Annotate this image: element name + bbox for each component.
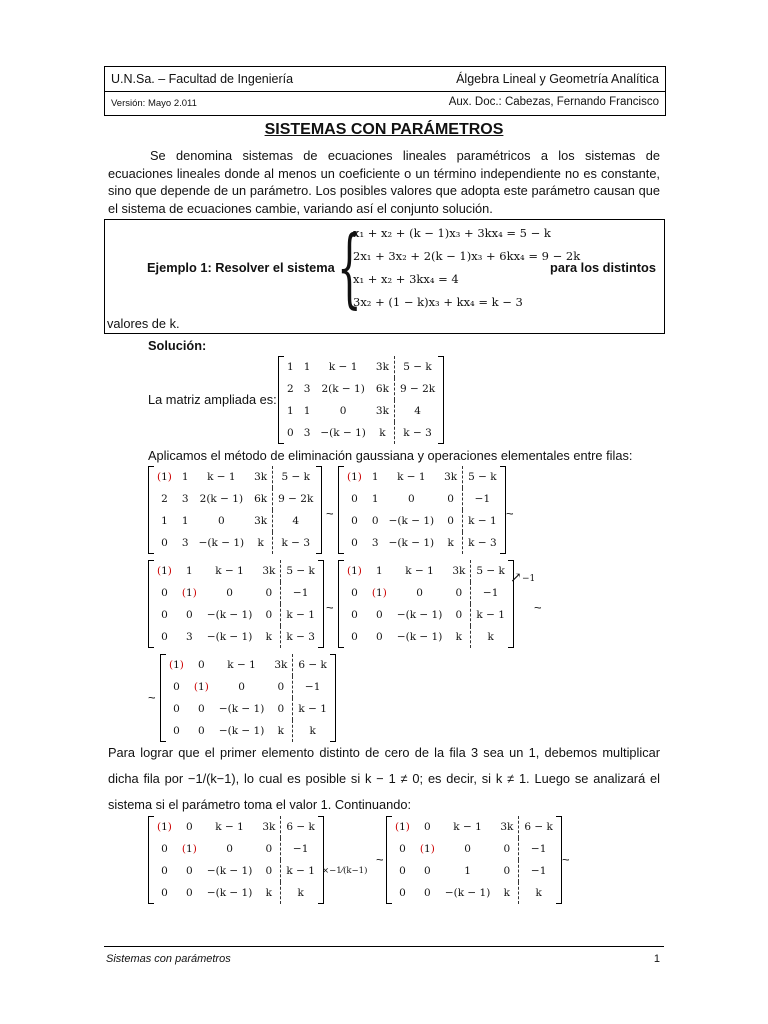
matrix-cell: 0 [161, 887, 168, 899]
matrix-cell: 0 [265, 865, 273, 877]
page-title: SISTEMAS CON PARÁMETROS [264, 121, 504, 138]
matrix-cell: k [265, 887, 273, 899]
matrix-cell: 1 [371, 471, 379, 483]
matrix-cell: (1) [181, 587, 197, 599]
matrix-cell: 5 − k [463, 466, 502, 488]
matrix-cell: 3 [181, 493, 189, 505]
matrix-cell: k − 3 [273, 532, 319, 554]
matrix-cell: 0 [503, 843, 511, 855]
matrix-cell: (1) [371, 587, 387, 599]
example-label: Ejemplo 1: Resolver el sistema [147, 260, 335, 275]
matrix-cell: 0 [351, 537, 358, 549]
matrix-cell: k [257, 537, 264, 549]
matrix-cell: −(k − 1) [396, 631, 443, 643]
matrix-row [152, 838, 320, 860]
matrix-table [152, 466, 318, 554]
matrix-cell: 0 [447, 515, 454, 527]
matrix-cell: −1 [281, 838, 320, 860]
matrix-row [342, 604, 510, 626]
matrix-cell: 1 [287, 361, 294, 373]
matrix-cell: 4 [394, 400, 440, 422]
matrix-row [342, 560, 510, 582]
matrix-row [342, 488, 502, 510]
matrix-table [152, 560, 320, 648]
matrix-cell: 3k [254, 515, 268, 527]
matrix-cell: k − 3 [394, 422, 440, 444]
matrix-cell: −(k − 1) [206, 887, 253, 899]
matrix-cell: −1 [293, 676, 332, 698]
matrix-row [152, 816, 320, 838]
matrix-cell: k − 1 [227, 659, 256, 671]
matrix-cell: −(k − 1) [388, 537, 435, 549]
equiv-4: ~ [534, 600, 542, 615]
matrix-cell: 3k [375, 361, 389, 373]
matrix-cell: 0 [198, 703, 205, 715]
matrix-cell: 0 [408, 493, 415, 505]
example-trail: para los distintos [550, 260, 656, 275]
matrix-cell: −(k − 1) [218, 725, 265, 737]
matrix-cell: 4 [273, 510, 319, 532]
matrix-cell: 0 [161, 843, 168, 855]
pivot-marker: ) [357, 565, 362, 577]
matrix-cell: 6k [254, 493, 268, 505]
matrix-cell: (1) [395, 821, 410, 833]
matrix-cell: 1 [371, 493, 379, 505]
solution-label: Solución: [148, 338, 207, 353]
matrix-cell: k − 3 [281, 626, 320, 648]
matrix-cell: 0 [173, 725, 180, 737]
matrix-row [152, 626, 320, 648]
matrix-cell: k [447, 537, 454, 549]
matrix-table [152, 816, 320, 904]
matrix-cell: 0 [277, 681, 285, 693]
matrix-cell: −(k − 1) [198, 537, 245, 549]
matrix-cell: 0 [161, 537, 168, 549]
matrix-cell: 6 − k [281, 816, 320, 838]
matrix-cell: 0 [218, 515, 225, 527]
matrix-cell: 0 [161, 609, 168, 621]
matrix-cell: 0 [399, 887, 406, 899]
matrix-cell: 5 − k [394, 356, 440, 378]
matrix-cell: 3k [254, 471, 268, 483]
explanation-text: Para lograr que el primer elemento distinto de cero de la fila 3 sea un 1, debemos multiplicar dicha fila por −1/(k−1), lo cual es posible si k − 1 ≠ 0; es decir, si k ≠ 1. Luego se analizará el sistema si el parámetro toma el valor 1. Continuando: [108, 745, 660, 812]
matrix-cell: 0 [399, 865, 406, 877]
matrix-cell: 0 [447, 493, 454, 505]
matrix-cell: 0 [339, 405, 347, 417]
matrix-cell: 6 − k [519, 816, 558, 838]
matrix-cell: k − 1 [215, 821, 244, 833]
matrix-cell: −1 [519, 860, 558, 882]
matrix-row [164, 720, 332, 742]
matrix-cell: 5 − k [281, 560, 320, 582]
pivot-marker: ( [395, 821, 400, 833]
matrix-cell: 0 [351, 515, 358, 527]
pivot-marker: ) [179, 659, 184, 671]
pivot-marker: ( [181, 843, 187, 855]
matrix-step-7 [386, 816, 562, 904]
matrix-cell: 1 [181, 515, 189, 527]
pivot-marker: ( [169, 659, 174, 671]
matrix-cell: 0 [186, 865, 193, 877]
pivot-marker: ( [419, 843, 425, 855]
matrix-row [390, 882, 558, 904]
matrix-row [152, 604, 320, 626]
matrix-cell: 0 [186, 609, 193, 621]
matrix-row [342, 466, 502, 488]
matrix-row [342, 626, 510, 648]
institution: U.N.Sa. – Facultad de Ingeniería [111, 72, 294, 86]
pivot-marker: ) [167, 471, 172, 483]
matrix-table [164, 654, 332, 742]
matrix-row [282, 378, 440, 400]
matrix-cell: 0 [198, 725, 205, 737]
equiv-2: ~ [506, 506, 514, 521]
matrix-cell: 2 [161, 493, 168, 505]
pivot-marker: ) [430, 843, 435, 855]
matrix-cell: 0 [376, 631, 383, 643]
matrix-cell: 3 [303, 383, 311, 395]
matrix-cell: 2 [287, 383, 294, 395]
matrix-cell: (1) [181, 843, 197, 855]
pivot-marker: ( [157, 821, 162, 833]
matrix-table [342, 466, 502, 554]
matrix-cell: 0 [186, 887, 193, 899]
matrix-cell: 0 [226, 587, 233, 599]
matrix-row [152, 860, 320, 882]
matrix-cell: (1) [347, 565, 362, 577]
page-number: 1 [653, 953, 660, 965]
explanation-paragraph [108, 740, 660, 818]
matrix-cell: (1) [157, 471, 172, 483]
matrix-cell: 1 [376, 565, 383, 577]
matrix-step-6 [148, 816, 324, 904]
header-row-2 [105, 91, 665, 115]
pivot-marker: ) [382, 587, 387, 599]
author: Aux. Doc.: Cabezas, Fernando Francisco [448, 96, 659, 108]
matrix-cell: 3k [262, 821, 276, 833]
pivot-marker: ) [405, 821, 410, 833]
matrix-row [282, 356, 440, 378]
matrix-cell: k [281, 882, 320, 904]
matrix-cell: k − 1 [207, 471, 236, 483]
equation-4: 3x₂ + (1 − k)x₃ + kx₄ = k − 3 [353, 295, 523, 309]
matrix-cell: k [503, 887, 511, 899]
matrix-step-1 [148, 466, 322, 554]
matrix-cell: 0 [161, 631, 168, 643]
matrix-cell: k − 3 [463, 532, 502, 554]
matrix-row [164, 676, 332, 698]
pivot-marker: ( [371, 587, 377, 599]
matrix-cell: 0 [265, 609, 273, 621]
matrix-cell: k − 1 [281, 860, 320, 882]
pivot-marker: ) [357, 471, 362, 483]
matrix-cell: k − 1 [215, 565, 244, 577]
matrix-cell: −(k − 1) [396, 609, 443, 621]
matrix-cell: 0 [376, 609, 383, 621]
matrix-cell: 1 [181, 471, 189, 483]
matrix-cell: 3 [371, 537, 379, 549]
matrix-cell: k [455, 631, 463, 643]
matrix-row [390, 816, 558, 838]
matrix-cell: (1) [419, 843, 435, 855]
matrix-step-2 [338, 466, 506, 554]
matrix-table [282, 356, 440, 444]
pivot-marker: ( [157, 565, 162, 577]
pivot-marker: ( [347, 471, 352, 483]
matrix-cell: −(k − 1) [206, 631, 253, 643]
matrix-cell: 6 − k [293, 654, 332, 676]
matrix-cell: 3 [186, 631, 193, 643]
matrix-row [152, 882, 320, 904]
pivot-marker: ( [193, 681, 199, 693]
matrix-cell: 2(k − 1) [199, 493, 244, 505]
matrix-cell: 9 − 2k [394, 378, 440, 400]
matrix-cell: −(k − 1) [320, 427, 366, 439]
equation-2: 2x₁ + 3x₂ + 2(k − 1)x₃ + 6kx₄ = 9 − 2k [353, 249, 581, 263]
matrix-cell: 0 [351, 609, 358, 621]
matrix-cell: 0 [371, 515, 379, 527]
matrix-cell: (1) [169, 659, 184, 671]
equation-3: x₁ + x₂ + 3kx₄ = 4 [353, 272, 459, 286]
matrix-cell: 3k [500, 821, 514, 833]
matrix-cell: 0 [464, 843, 471, 855]
matrix-row [152, 582, 320, 604]
matrix-cell: 3k [274, 659, 288, 671]
matrix-cell: k [379, 427, 386, 439]
pivot-marker: ) [204, 681, 209, 693]
matrix-cell: −1 [471, 582, 510, 604]
gauss-text: Aplicamos el método de eliminación gaussiana y operaciones elementales entre filas: [148, 448, 633, 463]
matrix-cell: 5 − k [471, 560, 510, 582]
matrix-cell: (1) [157, 821, 172, 833]
pivot-marker: ) [167, 821, 172, 833]
matrix-cell: 0 [198, 659, 205, 671]
intro-text: Se denomina sistemas de ecuaciones lineales paramétricos a los sistemas de ecuaciones lineales donde al menos un coeficiente o un término independiente no es constante, sino que depende de un parámetro. Los posibles valores que adopta este parámetro causan que el sistema de ecuaciones cambie, variando así el conjunto solución. [108, 148, 660, 216]
matrix-cell: k [277, 725, 285, 737]
matrix-cell: 9 − 2k [273, 488, 319, 510]
matrix-cell: 0 [503, 865, 511, 877]
matrix-step-4 [338, 560, 514, 648]
matrix-cell: 0 [238, 681, 245, 693]
matrix-cell: −(k − 1) [206, 609, 253, 621]
version: Versión: Mayo 2.011 [111, 98, 197, 109]
matrix-cell: k − 1 [453, 821, 482, 833]
pivot-marker: ) [167, 565, 172, 577]
matrix-cell: 1 [303, 361, 311, 373]
pivot-marker: ) [192, 587, 197, 599]
matrix-cell: k − 1 [405, 565, 434, 577]
matrix-cell: 0 [265, 587, 273, 599]
matrix-cell: 1 [161, 515, 168, 527]
matrix-cell: k − 1 [471, 604, 510, 626]
matrix-cell: −(k − 1) [206, 865, 253, 877]
matrix-table [390, 816, 558, 904]
matrix-row [342, 510, 502, 532]
example-trail-2: valores de k. [107, 316, 180, 331]
matrix-augmented [278, 356, 444, 444]
header-box [104, 66, 666, 116]
subject: Álgebra Lineal y Geometría Analítica [456, 72, 659, 86]
matrix-cell: k − 1 [328, 361, 358, 373]
matrix-cell: 0 [416, 587, 423, 599]
pivot-marker: ( [347, 565, 352, 577]
matrix-cell: 0 [399, 843, 406, 855]
matrix-cell: 3k [375, 405, 389, 417]
matrix-cell: k [265, 631, 273, 643]
matrix-cell: k [519, 882, 558, 904]
matrix-cell: 0 [351, 493, 358, 505]
intro-paragraph [108, 147, 660, 217]
pivot-marker: ( [181, 587, 187, 599]
matrix-cell: k − 1 [397, 471, 426, 483]
pivot-marker: ) [192, 843, 197, 855]
matrix-cell: 0 [161, 865, 168, 877]
matrix-cell: 6k [375, 383, 389, 395]
matrix-row [152, 488, 318, 510]
matrix-row [390, 838, 558, 860]
matrix-row [152, 510, 318, 532]
matrix-step-3 [148, 560, 324, 648]
matrix-row [152, 560, 320, 582]
matrix-cell: 0 [424, 887, 431, 899]
equiv-3: ~ [326, 600, 334, 615]
matrix-cell: 1 [303, 405, 311, 417]
matrix-row [390, 860, 558, 882]
equiv-7: ~ [562, 852, 570, 867]
equation-1: x₁ + x₂ + (k − 1)x₃ + 3kx₄ = 5 − k [353, 226, 551, 240]
matrix-cell: 0 [277, 703, 285, 715]
header-row-1 [105, 67, 665, 92]
matrix-cell: k − 1 [463, 510, 502, 532]
example-box [104, 219, 665, 334]
matrix-cell: 0 [186, 821, 193, 833]
matrix-cell: 0 [226, 843, 233, 855]
matrix-cell: 1 [287, 405, 294, 417]
matrix-cell: 0 [161, 587, 168, 599]
matrix-cell: 3 [181, 537, 189, 549]
left-brace: { [337, 218, 362, 318]
augmented-label: La matriz ampliada es: [148, 392, 277, 407]
pivot-marker: ( [157, 471, 162, 483]
matrix-cell: 0 [173, 703, 180, 715]
matrix-row [342, 532, 502, 554]
matrix-cell: −1 [519, 838, 558, 860]
matrix-cell: (1) [193, 681, 209, 693]
matrix-cell: 0 [287, 427, 294, 439]
matrix-cell: 0 [424, 821, 431, 833]
matrix-cell: −1 [463, 488, 502, 510]
matrix-row [282, 400, 440, 422]
matrix-cell: −(k − 1) [218, 703, 265, 715]
row-op-arrow-icon: ↗ [510, 570, 522, 586]
matrix-cell: (1) [347, 471, 362, 483]
matrix-table [342, 560, 510, 648]
matrix-cell: 3 [303, 427, 311, 439]
matrix-cell: 1 [186, 565, 193, 577]
matrix-cell: 0 [455, 609, 463, 621]
matrix-cell: k − 1 [293, 698, 332, 720]
matrix-cell: 2(k − 1) [321, 383, 365, 395]
matrix-cell: 1 [464, 865, 471, 877]
matrix-cell: 3k [444, 471, 458, 483]
matrix-step-5 [160, 654, 336, 742]
matrix-cell: k [471, 626, 510, 648]
equiv-1: ~ [326, 506, 334, 521]
matrix-row [152, 532, 318, 554]
footer-title: Sistemas con parámetros [106, 953, 231, 965]
matrix-row [152, 466, 318, 488]
matrix-cell: (1) [157, 565, 172, 577]
matrix-cell: k − 1 [281, 604, 320, 626]
matrix-cell: −1 [281, 582, 320, 604]
row-op-label: −1 [522, 574, 536, 584]
matrix-cell: k [293, 720, 332, 742]
matrix-cell: 0 [265, 843, 273, 855]
matrix-cell: −(k − 1) [388, 515, 435, 527]
matrix-cell: 5 − k [273, 466, 319, 488]
matrix-cell: −(k − 1) [444, 887, 491, 899]
matrix-row [282, 422, 440, 444]
scale-annotation: ×−1⁄(k−1) [322, 866, 368, 876]
footer [104, 946, 664, 965]
matrix-cell: 0 [455, 587, 463, 599]
matrix-row [164, 654, 332, 676]
matrix-row [164, 698, 332, 720]
matrix-cell: 0 [173, 681, 180, 693]
matrix-row [342, 582, 510, 604]
matrix-cell: 0 [424, 865, 431, 877]
matrix-cell: 3k [452, 565, 466, 577]
matrix-cell: 0 [351, 587, 358, 599]
matrix-cell: 0 [351, 631, 358, 643]
equiv-6: ~ [376, 852, 384, 867]
equiv-5: ~ [148, 690, 156, 705]
matrix-cell: 3k [262, 565, 276, 577]
